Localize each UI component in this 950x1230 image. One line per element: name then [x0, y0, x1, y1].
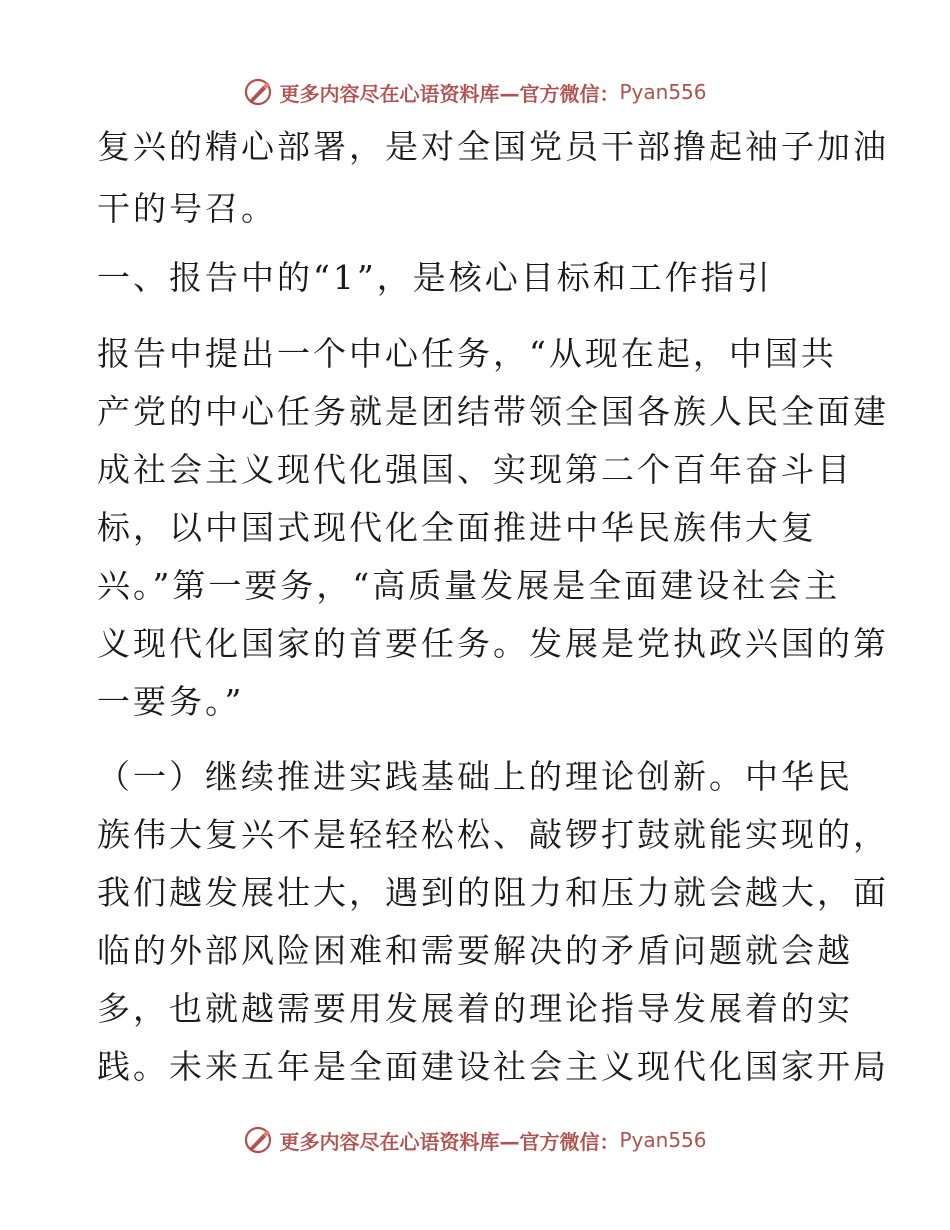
pen-logo-icon — [243, 77, 273, 107]
footer-watermark-contact: Pyan556 — [619, 1128, 707, 1152]
pen-logo-icon — [243, 1125, 273, 1155]
footer-watermark-text: 更多内容尽在心语资料库—官方微信： — [279, 1129, 620, 1154]
body-line: 报告中提出一个中心任务，“从现在起，中国共 — [97, 334, 837, 373]
header-watermark-banner — [0, 72, 950, 112]
body-line: 兴。”第一要务，“高质量发展是全面建设社会主 — [97, 566, 841, 605]
footer-watermark-banner — [0, 1120, 950, 1160]
body-line: 践。未来五年是全面建设社会主义现代化国家开局 — [97, 1047, 889, 1086]
body-line: 一要务。” — [97, 682, 245, 721]
body-line: 成社会主义现代化强国、实现第二个百年奋斗目 — [97, 450, 853, 489]
body-line: 产党的中心任务就是团结带领全国各族人民全面建 — [97, 392, 889, 431]
body-line: 临的外部风险困难和需要解决的矛盾问题就会越 — [97, 931, 853, 970]
body-line: 干的号召。 — [97, 189, 277, 228]
header-watermark-contact: Pyan556 — [619, 80, 707, 104]
body-line: 义现代化国家的首要任务。发展是党执政兴国的第 — [97, 624, 889, 663]
subsection-heading: （一）继续推进实践基础上的理论创新。中华民 — [97, 757, 853, 796]
body-line: 族伟大复兴不是轻轻松松、敲锣打鼓就能实现的， — [97, 815, 889, 854]
body-line: 多，也就越需要用发展着的理论指导发展着的实 — [97, 989, 853, 1028]
section-heading: 一、报告中的“1”，是核心目标和工作指引 — [97, 258, 773, 297]
body-line: 复兴的精心部署，是对全国党员干部撸起袖子加油 — [97, 127, 889, 166]
body-line: 我们越发展壮大，遇到的阻力和压力就会越大，面 — [97, 873, 889, 912]
header-watermark-text: 更多内容尽在心语资料库—官方微信： — [279, 81, 620, 106]
body-line: 标，以中国式现代化全面推进中华民族伟大复 — [97, 508, 817, 547]
